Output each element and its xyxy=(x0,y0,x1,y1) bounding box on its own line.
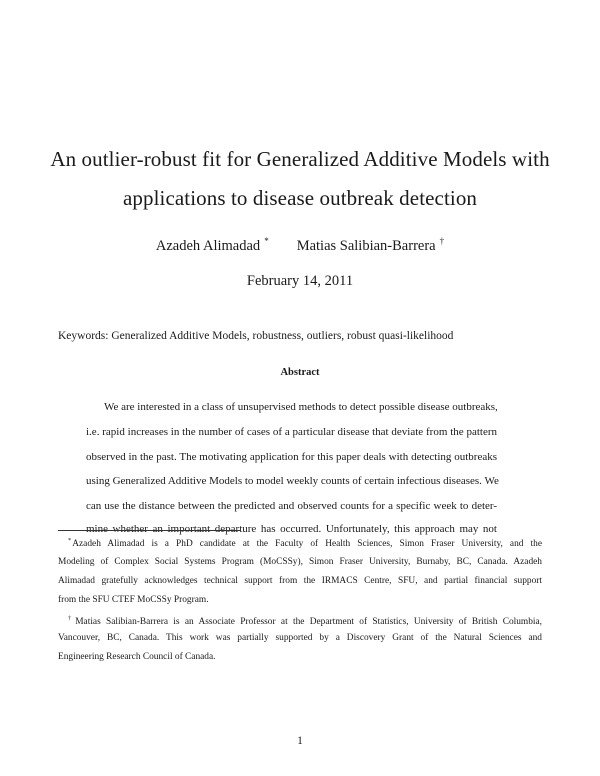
abstract-heading: Abstract xyxy=(280,367,320,378)
footnote-2-line: Vancouver, BC, Canada. This work was partially supported by a Discovery Grant of the Natural Sciences and xyxy=(58,633,542,643)
author-1-name: Azadeh Alimadad xyxy=(155,238,261,254)
author-2-footnote-mark: † xyxy=(439,236,445,246)
paper-title-line-2: applications to disease outbreak detection xyxy=(122,186,478,210)
abstract-line: We are interested in a class of unsupervised methods to detect possible disease outbreaks, xyxy=(104,401,498,413)
footnote-1-line: *Azadeh Alimadad is a PhD candidate at the Faculty of Health Sciences, Simon Fraser University, and the xyxy=(68,537,542,549)
abstract-line: mine whether an important departure has occurred. Unfortunately, this approach may not xyxy=(86,523,497,535)
footnote-1-line: from the SFU CTEF MoCSSy Program. xyxy=(58,595,209,605)
page-number: 1 xyxy=(297,735,303,747)
paper-date: February 14, 2011 xyxy=(246,273,354,289)
author-2 xyxy=(297,236,444,255)
author-1-footnote-mark: * xyxy=(264,236,269,246)
author-1 xyxy=(156,236,269,255)
abstract-line: can use the distance between the predicted and observed counts for a specific week to deter- xyxy=(86,500,497,512)
author-2-name: Matias Salibian-Barrera xyxy=(296,238,436,254)
abstract-line: observed in the past. The motivating application for this paper deals with detecting outbreaks xyxy=(86,451,497,463)
footnote-2-line: †Matias Salibian-Barrera is an Associate Professor at the Department of Statistics, University of British Columbia, xyxy=(68,615,543,627)
abstract-line: i.e. rapid increases in the number of cases of a particular disease that deviate from the pattern xyxy=(86,426,497,438)
footnote-1-mark: * xyxy=(68,537,72,544)
paper-title-line-1: An outlier-robust fit for Generalized Additive Models with xyxy=(50,147,550,171)
footnote-rule xyxy=(58,530,240,531)
author-list xyxy=(0,236,600,255)
footnote-2-line: Engineering Research Council of Canada. xyxy=(58,652,216,662)
footnote-1-line: Modeling of Complex Social Systems Program (MoCSSy), Simon Fraser University, Burnaby, BC, Canada. Azadeh xyxy=(58,557,542,567)
footnote-1-line: Alimadad gratefully acknowledges technical support from the IRMACS Centre, SFU, and partial financial support xyxy=(58,576,542,586)
keywords: Keywords: Generalized Additive Models, robustness, outliers, robust quasi-likelihood xyxy=(58,330,454,342)
abstract-line: using Generalized Additive Models to model weekly counts of certain infectious diseases. We xyxy=(86,475,499,487)
footnote-2-mark: † xyxy=(68,615,75,622)
